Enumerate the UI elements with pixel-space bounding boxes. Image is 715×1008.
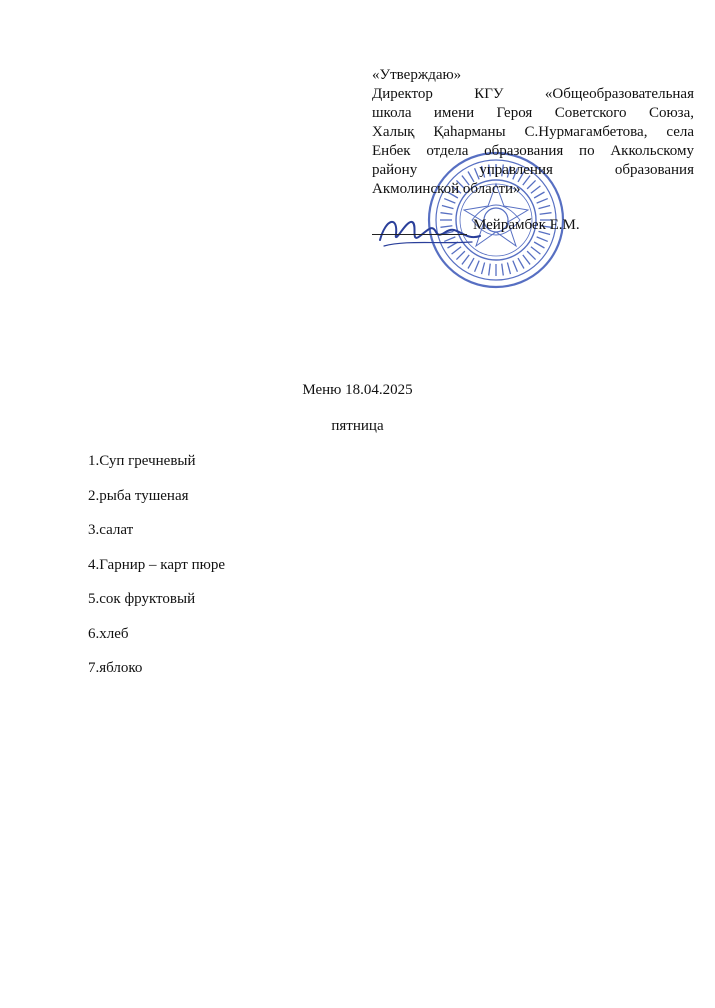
signer-name: Мейрамбек Е.М. — [473, 217, 580, 233]
menu-day: пятница — [331, 418, 384, 434]
signature-row — [372, 215, 694, 235]
menu-item: 3.салат — [88, 522, 134, 538]
approval-line: Халық Қаһарманы С.Нурмагамбетова, села — [372, 124, 694, 140]
menu-item: 7.яблоко — [88, 660, 143, 676]
approval-line: школа имени Героя Советского Союза, — [372, 105, 694, 121]
menu-list — [88, 451, 225, 693]
approval-heading: «Утверждаю» — [372, 67, 462, 83]
menu-title: Меню 18.04.2025 — [302, 382, 413, 398]
menu-item: 6.хлеб — [88, 625, 129, 642]
menu-item: 4.Гарнир – карт пюре — [88, 556, 225, 573]
menu-item: 2.рыба тушеная — [88, 487, 189, 504]
approval-line: Енбек отдела образования по Аккольскому — [372, 143, 694, 159]
signature-line — [372, 219, 467, 235]
approval-line: Директор КГУ «Общеобразовательная — [372, 86, 694, 102]
approval-line: Акмолинской области» — [372, 181, 521, 197]
menu-item: 5.сок фруктовый — [88, 591, 196, 607]
approval-line: району управления образования — [372, 162, 694, 178]
approval-block — [372, 66, 694, 235]
menu-item: 1.Суп гречневый — [88, 453, 196, 469]
